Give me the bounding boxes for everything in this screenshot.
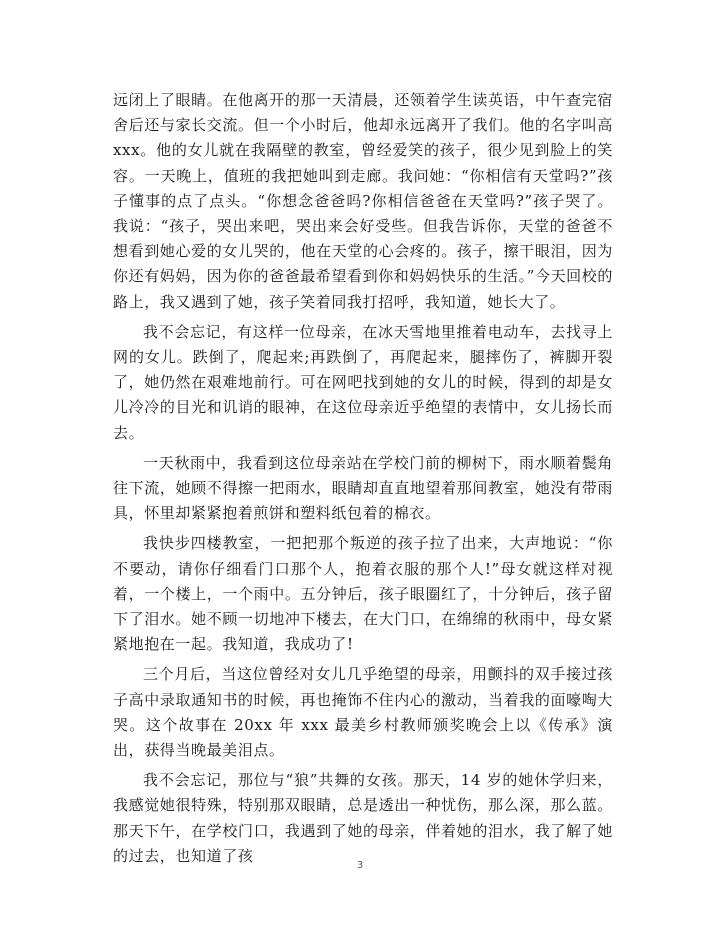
paragraph-three-months-later: 三个月后，当这位曾经对女儿几乎绝望的母亲，用颤抖的双手接过孩子高中录取通知书的时候，再也掩饰不住内心的激动，当着我的面嚎啕大哭。这个故事在 20xx 年 xxx 最美乡村教师颁奖晚会上以《传承》演出，获得当晚最美泪点。 — [113, 665, 613, 760]
paragraph-mother-search: 我不会忘记，有这样一位母亲，在冰天雪地里推着电动车，去找寻上网的女儿。跌倒了，爬起来;再跌倒了，再爬起来，腿摔伤了，裤脚开裂了，她仍然在艰难地前行。可在网吧找到她的女儿的时候，得到的却是女儿冷冷的目光和讥诮的眼神，在这位母亲近乎绝望的表情中，女儿扬长而去。 — [113, 322, 613, 442]
page-number: 3 — [356, 860, 364, 871]
paragraph-reunion: 我快步四楼教室，一把把那个叛逆的孩子拉了出来，大声地说：“你不要动，请你仔细看门口那个人，抱着衣服的那个人!”母女就这样对视着，一个楼上，一个雨中。五分钟后，孩子眼圈红了，十分钟后，孩子留下了泪水。她不顾一切地冲下楼去，在大门口，在绵绵的秋雨中，母女紧紧地抱在一起。我知道，我成功了! — [113, 534, 613, 654]
paragraph-continuation: 远闭上了眼睛。在他离开的那一天清晨，还领着学生读英语，中午查完宿舍后还与家长交流。但一个小时后，他却永远离开了我们。他的名字叫高 xxx。他的女儿就在我隔壁的教室，曾经爱笑的孩子，很少见到脸上的笑容。一天晚上，值班的我把她叫到走廊。我问她：“你相信有天堂吗?”孩子懂事的点了点头。“你想念爸爸吗?你相信爸爸在天堂吗?”孩子哭了。我说：“孩子，哭出来吧，哭出来会好受些。但我告诉你，天堂的爸爸不想看到她心爱的女儿哭的，他在天堂的心会疼的。孩子，擦干眼泪，因为你还有妈妈，因为你的爸爸最希望看到你和妈妈快乐的生活。”今天回校的路上，我又遇到了她，孩子笑着同我打招呼，我知道，她长大了。 — [113, 91, 613, 311]
paragraph-wolf-girl: 我不会忘记，那位与“狼”共舞的女孩。那天，14 岁的她休学归来，我感觉她很特殊，特别那双眼睛，总是透出一种忧伤，那么深，那么蓝。那天下午，在学校门口，我遇到了她的母亲，伴着她的泪水，我了解了她的过去，也知道了孩 — [113, 771, 613, 865]
paragraph-autumn-rain: 一天秋雨中，我看到这位母亲站在学校门前的柳树下，雨水顺着鬓角往下流，她顾不得擦一把雨水，眼睛却直直地望着那间教室，她没有带雨具，怀里却紧紧抱着煎饼和塑料纸包着的棉衣。 — [113, 453, 613, 523]
document-body — [113, 88, 613, 869]
